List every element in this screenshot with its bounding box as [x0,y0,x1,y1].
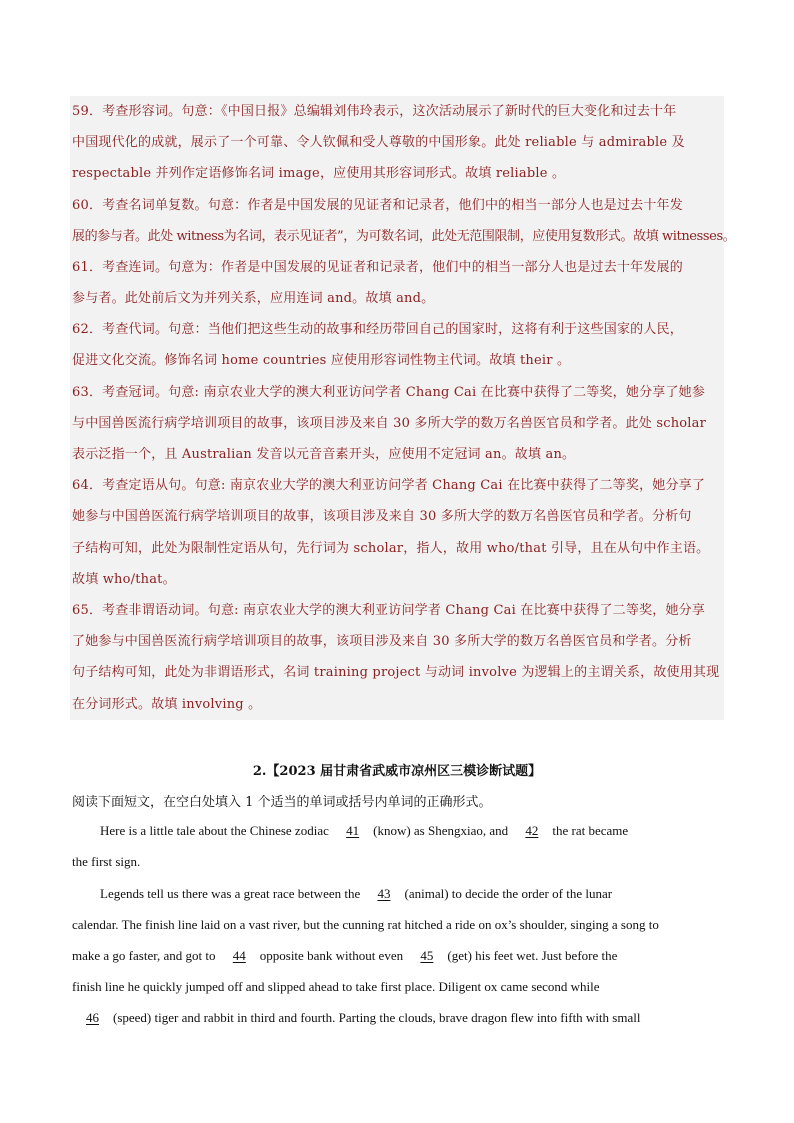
blank-42[interactable]: 42 [525,823,539,838]
passage-text: the rat became [552,823,629,838]
answer-64-line1: 64．考查定语从句。句意: 南京农业大学的澳大利亚访问学者 Chang Cai 在比赛中获得了二等奖，她分享了 [72,478,706,493]
answer-explanation-box [70,96,724,720]
instructions: 阅读下面短文，在空白处填入 1 个适当的单词或括号内单词的正确形式。 [72,795,492,810]
answer-59-line3: respectable 并列作定语修饰名词 image，应使用其形容词形式。故填 reliable 。 [72,166,566,181]
answer-62-line1: 62．考查代词。句意：当他们把这些生动的故事和经历带回自己的国家时，这将有利于这些国家的人民， [72,322,683,337]
answer-64-line3: 子结构可知，此处为限制性定语从句，先行词为 scholar，指人，故用 who/that 引导，且在从句中作主语。 [72,541,710,556]
answer-61-line1: 61．考查连词。句意为：作者是中国发展的见证者和记录者，他们中的相当一部分人也是过去十年发展的 [72,260,683,275]
blank-41[interactable]: 41 [346,823,360,838]
passage-text: (know) as Shengxiao, and [373,823,509,838]
passage-line-6: finish line he quickly jumped off and slipped ahead to take first place. Diligent ox came second while [72,979,600,994]
section-title: 2.【2023 届甘肃省武威市凉州区三模诊断试题】 [252,764,542,779]
passage-line-2: the first sign. [72,854,141,869]
answer-64-line4: 故填 who/that。 [72,572,176,587]
answer-65-line3: 句子结构可知，此处为非谓语形式，名词 training project 与动词 involve 为逻辑上的主谓关系，故使用其现 [72,665,720,680]
answer-65-line1: 65．考查非谓语动词。句意: 南京农业大学的澳大利亚访问学者 Chang Cai 在比赛中获得了二等奖，她分享 [72,603,706,618]
passage-text: Here is a little tale about the Chinese zodiac [100,823,329,838]
answer-59-line2: 中国现代化的成就，展示了一个可靠、令人钦佩和受人尊敬的中国形象。此处 reliable 与 admirable 及 [72,135,685,150]
passage-text: make a go faster, and got to [72,948,216,963]
passage-line-7 [72,1010,732,1026]
passage-line-1 [100,823,760,839]
answer-62-line2: 促进文化交流。修饰名词 home countries 应使用形容词性物主代词。故填 their 。 [72,353,571,368]
blank-45[interactable]: 45 [420,948,434,963]
answer-59-line1: 59．考查形容词。句意：《中国日报》总编辑刘伟玲表示，这次活动展示了新时代的巨大变化和过去十年 [72,104,677,119]
answer-65-line4: 在分词形式。故填 involving 。 [72,697,262,712]
answer-63-line3: 表示泛指一个，且 Australian 发音以元音音素开头，应使用不定冠词 an。故填 an。 [72,447,576,462]
passage-text: Legends tell us there was a great race between the [100,886,361,901]
answer-60-line1: 60．考查名词单复数。句意：作者是中国发展的见证者和记录者，他们中的相当一部分人也是过去十年发 [72,198,683,213]
passage-line-3 [100,886,760,902]
passage-text: opposite bank without even [259,948,404,963]
answer-64-line2: 她参与中国兽医流行病学培训项目的故事，该项目涉及来自 30 多所大学的数万名兽医官员和学者。分析句 [72,509,692,524]
blank-43[interactable]: 43 [377,886,391,901]
passage-text: (get) his feet wet. Just before the [447,948,618,963]
passage-line-4: calendar. The finish line laid on a vast river, but the cunning rat hitched a ride on ox’s shoulder, singing a song to [72,917,659,932]
passage-line-5 [72,948,732,964]
passage-text: (speed) tiger and rabbit in third and fourth. Parting the clouds, brave dragon flew into fifth with small [113,1010,641,1025]
blank-46[interactable]: 46 [86,1010,99,1025]
blank-44[interactable]: 44 [232,948,246,963]
answer-61-line2: 参与者。此处前后文为并列关系，应用连词 and。故填 and。 [72,291,435,306]
answer-63-line2: 与中国兽医流行病学培训项目的故事，该项目涉及来自 30 多所大学的数万名兽医官员和学者。此处 scholar [72,416,707,431]
answer-63-line1: 63．考查冠词。句意: 南京农业大学的澳大利亚访问学者 Chang Cai 在比赛中获得了二等奖，她分享了她参 [72,385,706,400]
passage-text: (animal) to decide the order of the lunar [404,886,613,901]
answer-65-line2: 了她参与中国兽医流行病学培训项目的故事，该项目涉及来自 30 多所大学的数万名兽医官员和学者。分析 [72,634,692,649]
answer-60-line2: 展的参与者。此处 witness为名词，表示见证者”，为可数名词，此处无范围限制，应使用复数形式。故填 witnesses。 [72,229,736,244]
